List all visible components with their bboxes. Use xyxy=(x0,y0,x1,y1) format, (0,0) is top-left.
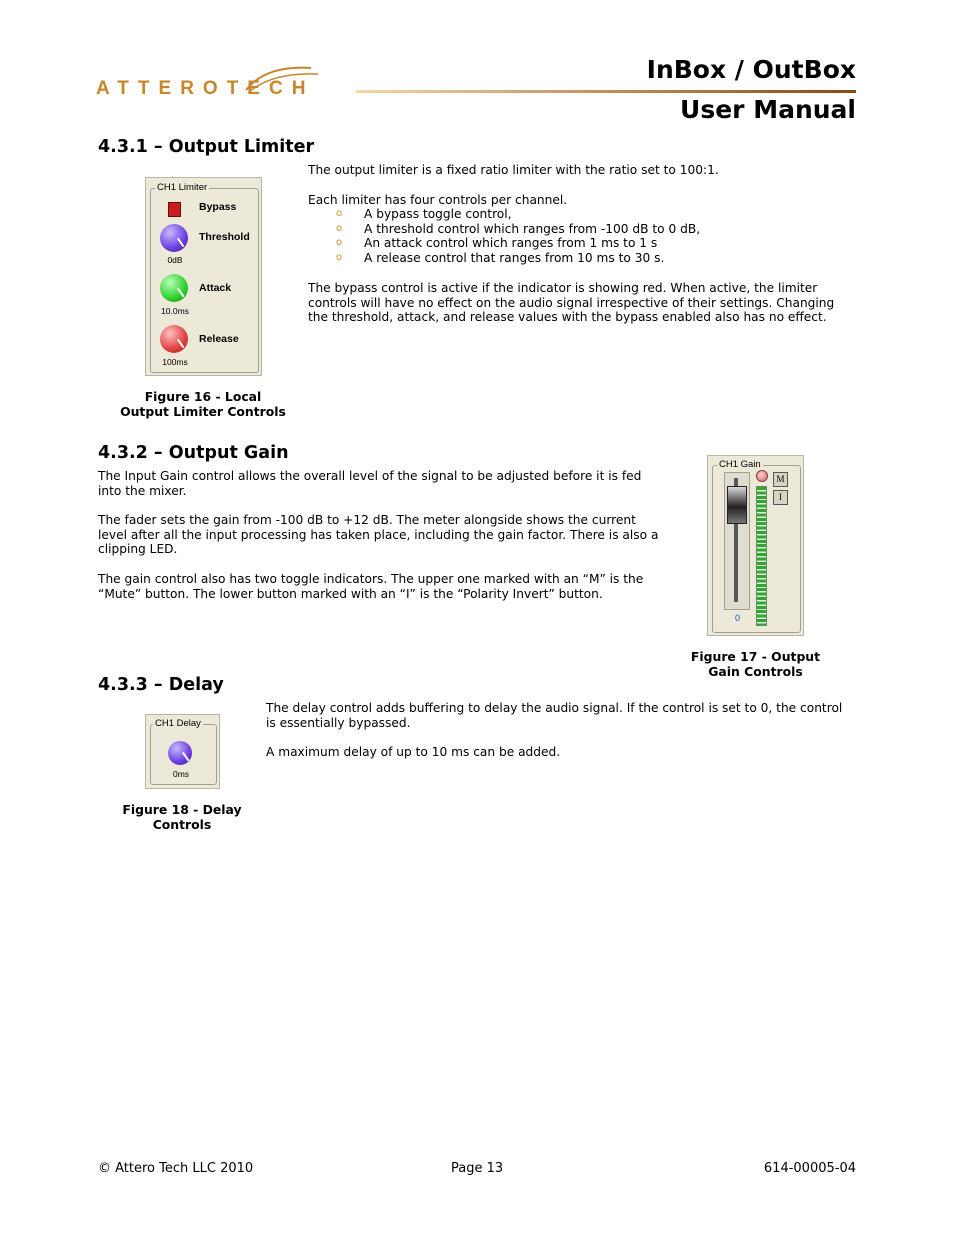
limiter-panel xyxy=(145,177,262,376)
panel-title: CH1 Delay xyxy=(155,718,201,729)
release-label: Release xyxy=(199,333,239,345)
attack-knob[interactable] xyxy=(160,274,188,302)
threshold-value: 0dB xyxy=(167,255,183,265)
gain-paragraph-1: The Input Gain control allows the overall level of the signal to be adjusted before it is fed into the mixer. xyxy=(98,469,642,498)
figure-18-caption: Figure 18 - Delay Controls xyxy=(122,802,242,832)
logo-text: ATTEROTECH xyxy=(96,78,315,99)
manual-subtitle: User Manual xyxy=(680,95,856,124)
clip-led-icon xyxy=(756,470,768,482)
header-rule xyxy=(356,90,856,93)
manual-title: InBox / OutBox xyxy=(646,55,856,84)
mute-label: M xyxy=(776,474,785,484)
list-item: o A bypass toggle control, xyxy=(308,207,848,222)
list-item: o A release control that ranges from 10 ms to 30 s. xyxy=(308,251,848,266)
footer-copyright: © Attero Tech LLC 2010 xyxy=(98,1161,254,1176)
bypass-toggle[interactable] xyxy=(168,202,181,217)
attack-value: 10.0ms xyxy=(161,306,189,316)
delay-value: 0ms xyxy=(172,769,190,779)
threshold-knob[interactable] xyxy=(160,224,188,252)
fader-handle[interactable] xyxy=(727,486,747,524)
delay-paragraph-1: The delay control adds buffering to delay the audio signal. If the control is set to 0, the control is essentially bypassed. xyxy=(266,701,843,730)
limiter-controls-list xyxy=(308,207,848,266)
gain-paragraph-2: The fader sets the gain from -100 dB to +12 dB. The meter alongside shows the current level after all the input processing has taken place, including the gain factor. There is also a clipping LED. xyxy=(98,513,659,557)
company-logo xyxy=(96,60,356,120)
bypass-label: Bypass xyxy=(199,201,237,213)
figure-17-caption: Figure 17 - Output Gain Controls xyxy=(690,649,821,679)
mute-button[interactable] xyxy=(773,472,788,487)
release-knob[interactable] xyxy=(160,325,188,353)
footer-page-number: Page 13 xyxy=(451,1161,504,1176)
section-heading-output-gain: 4.3.2 – Output Gain xyxy=(98,443,289,463)
figure-16-caption: Figure 16 - Local Output Limiter Controls xyxy=(120,389,286,419)
invert-button[interactable] xyxy=(773,490,788,505)
section-heading-delay: 4.3.3 – Delay xyxy=(98,675,224,695)
section-heading-output-limiter: 4.3.1 – Output Limiter xyxy=(98,137,315,157)
invert-label: I xyxy=(779,492,782,502)
list-item: o An attack control which ranges from 1 ms to 1 s xyxy=(308,236,848,251)
limiter-paragraph-2: Each limiter has four controls per channel. xyxy=(308,193,568,207)
footer-doc-number: 614-00005-04 xyxy=(763,1161,856,1176)
delay-paragraph-2: A maximum delay of up to 10 ms can be added. xyxy=(266,745,561,759)
panel-title: CH1 Limiter xyxy=(157,182,208,193)
gain-panel xyxy=(707,455,804,636)
list-item: o A threshold control which ranges from -100 dB to 0 dB, xyxy=(308,222,848,237)
delay-panel xyxy=(145,714,220,789)
delay-knob[interactable] xyxy=(168,741,192,765)
threshold-label: Threshold xyxy=(199,231,250,243)
panel-title: CH1 Gain xyxy=(719,459,761,470)
attack-label: Attack xyxy=(199,282,232,294)
gain-value: 0 xyxy=(735,613,741,623)
release-value: 100ms xyxy=(162,357,188,367)
gain-paragraph-3: The gain control also has two toggle indicators. The upper one marked with an “M” is the “Mute” button. The lower button marked with an “I” is the “Polarity Invert” button. xyxy=(98,572,644,601)
limiter-paragraph-1: The output limiter is a fixed ratio limiter with the ratio set to 100:1. xyxy=(308,163,719,177)
level-meter xyxy=(756,486,767,626)
limiter-paragraph-3: The bypass control is active if the indicator is showing red. When active, the limiter controls will have no effect on the audio signal irrespective of their settings. Changing the threshold, attack, and release values with the bypass enabled also has no effect. xyxy=(308,281,835,325)
